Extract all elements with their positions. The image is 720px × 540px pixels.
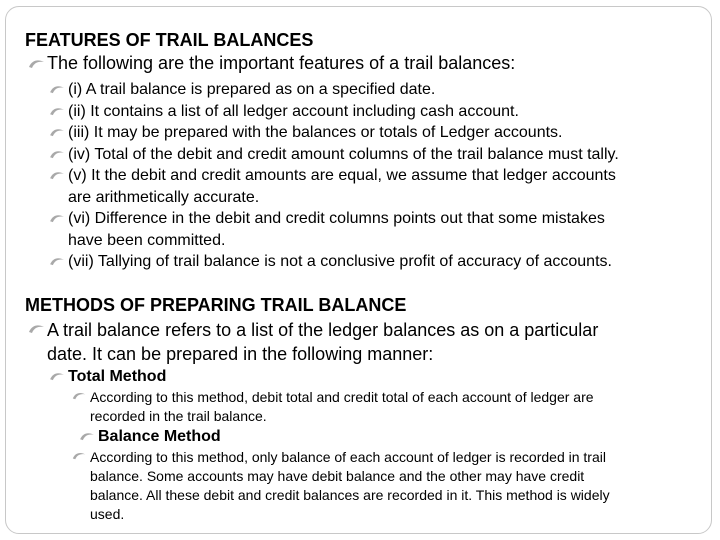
feature-item-line: (ii) It contains a list of all ledger account including cash account. xyxy=(68,102,519,120)
balance-method-desc-line-3: balance. All these debit and credit balances are recorded in it. This method is widely xyxy=(90,487,610,503)
methods-heading: METHODS OF PREPARING TRAIL BALANCE xyxy=(25,295,407,315)
balance-method-desc-line-2: balance. Some accounts may have debit balance and the other may have credit xyxy=(90,468,585,484)
balance-method-label: Balance Method xyxy=(98,428,221,445)
feature-item-line: (vi) Difference in the debit and credit columns points out that some mistakes xyxy=(68,210,605,227)
features-intro: The following are the important features of a trail balances: xyxy=(47,53,516,73)
feature-item-line: (vii) Tallying of trail balance is not a conclusive profit of accuracy of accounts. xyxy=(68,253,612,270)
feature-item-line: have been committed. xyxy=(68,231,226,249)
features-heading: FEATURES OF TRAIL BALANCES xyxy=(25,30,314,50)
feature-item-line: are arithmetically accurate. xyxy=(68,188,260,206)
methods-intro-line-2: date. It can be prepared in the following manner: xyxy=(47,344,434,364)
feature-item-line: (iv) Total of the debit and credit amount columns of the trail balance must tally. xyxy=(68,145,619,163)
total-method-desc-line-1: According to this method, debit total and credit total of each account of ledger are xyxy=(90,389,594,405)
feature-item-line: (i) A trail balance is prepared as on a specified date. xyxy=(68,81,436,98)
total-method-label: Total Method xyxy=(68,368,167,385)
feature-item-line: (v) It the debit and credit amounts are equal, we assume that ledger accounts xyxy=(68,167,616,184)
balance-method-desc-line-1: According to this method, only balance of each account of ledger is recorded in trail xyxy=(90,449,606,465)
methods-intro-line-1: A trail balance refers to a list of the ledger balances as on a particular xyxy=(47,320,599,340)
total-method-desc-line-2: recorded in the trail balance. xyxy=(90,408,267,424)
balance-method-desc-line-4: used. xyxy=(90,506,125,522)
feature-item-line: (iii) It may be prepared with the balances or totals of Ledger accounts. xyxy=(68,124,563,141)
